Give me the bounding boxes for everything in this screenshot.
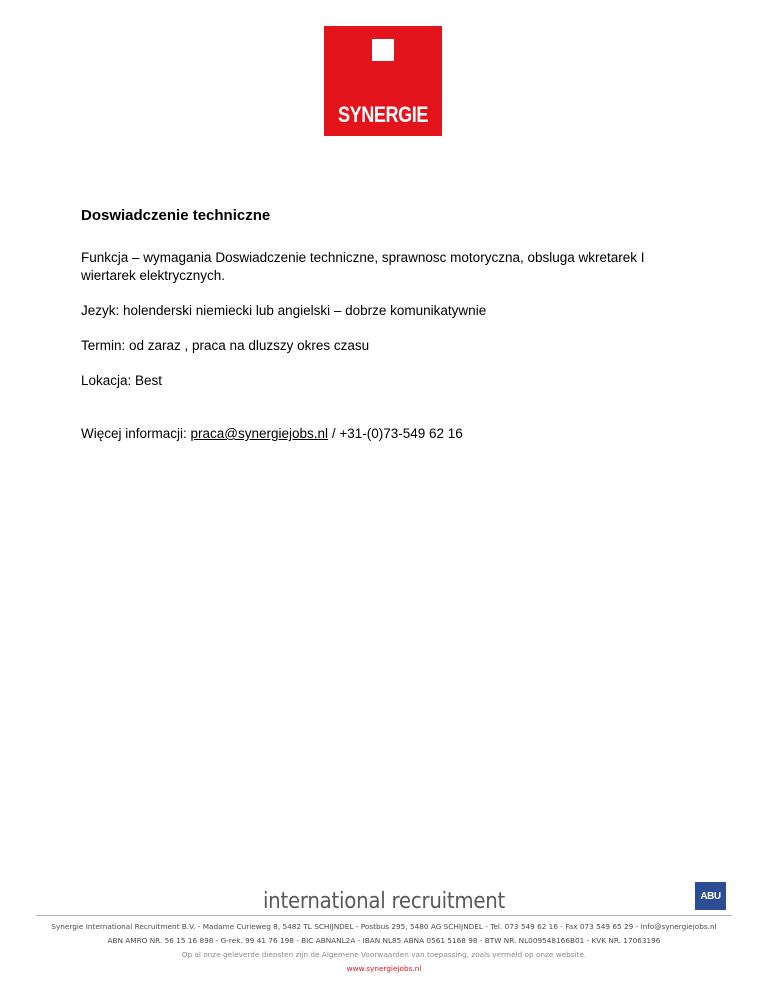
footer-bank-details: ABN AMRO NR. 56 15 16 898 - G-rek. 99 41 76 198 - BIC ABNANL2A - IBAN NL85 ABNA 0561 5168 98 - BTW NR. NL009548166B01 - KVK NR. 17063196	[107, 936, 661, 945]
footer-title: international recruitment	[262, 889, 506, 914]
footer-terms: Op al onze geleverde diensten zijn de Algemene Voorwaarden van toepassing, zoals vermeld op onze website.	[181, 950, 587, 959]
paragraph-jezyk: Jezyk: holenderski niemiecki lub angielski – dobrze komunikatywnie	[81, 303, 487, 318]
abu-logo: ABU	[695, 882, 726, 910]
email-link[interactable]: praca@synergiejobs.nl	[190, 426, 329, 441]
contact-prefix: Więcej informacji:	[81, 426, 191, 441]
footer-divider	[36, 915, 732, 916]
footer-website-link[interactable]: www.synergiejobs.nl	[346, 964, 422, 973]
logo-wordmark: SYNERGIE	[338, 102, 428, 127]
paragraph-contact	[81, 425, 691, 443]
paragraph-termin: Termin: od zaraz , praca na dluzszy okres czasu	[81, 338, 370, 353]
synergie-logo	[324, 26, 442, 136]
paragraph-funkcja: Funkcja – wymagania Doswiadczenie techniczne, sprawnosc motoryczna, obsluga wkretarek I wiertarek elektrycznych.	[81, 250, 645, 283]
paragraph-lokacja: Lokacja: Best	[81, 373, 163, 388]
logo-square-icon	[372, 39, 394, 61]
document-body	[81, 207, 691, 460]
document-title: Doswiadczenie techniczne	[81, 207, 271, 224]
footer-address: Synergie International Recruitment B.V. - Madame Curieweg 8, 5482 TL SCHIJNDEL - Postbus 295, 5480 AG SCHIJNDEL - Tel. 073 549 62 16 - Fax 073 549 65 29 - info@synergiejobs.nl	[51, 922, 717, 931]
contact-phone: / +31-(0)73-549 62 16	[328, 426, 463, 441]
